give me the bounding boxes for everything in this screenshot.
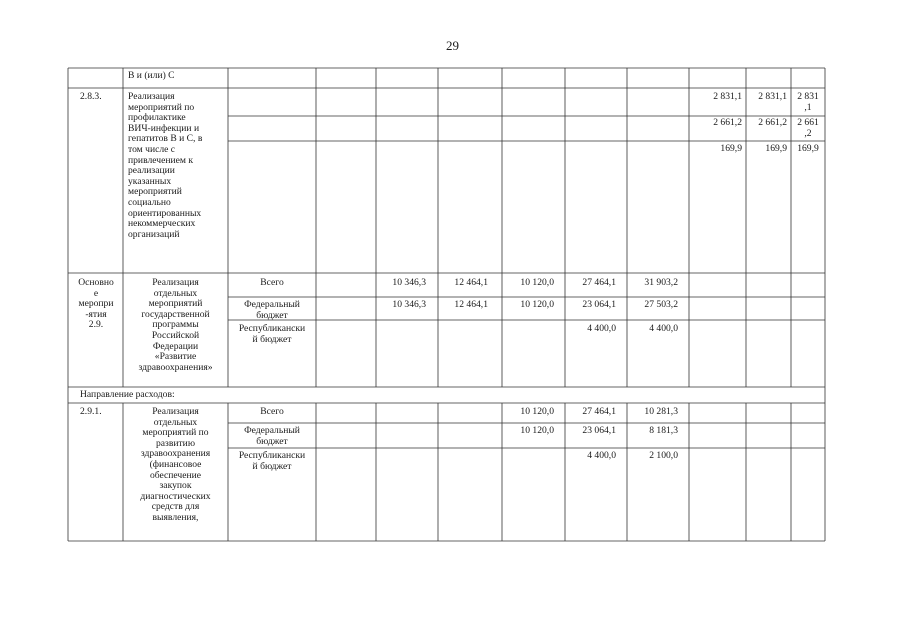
row-2-9-republic-col6: 4 400,0 <box>587 323 616 334</box>
row-2-8-3-number: 2.8.3. <box>80 91 102 102</box>
row-2-8-3-line2-col1: 2 661,2 <box>713 117 742 128</box>
row-2-9-1-federal-col5: 10 120,0 <box>520 425 554 436</box>
row-2-9-total-col7: 31 903,2 <box>644 277 678 288</box>
row-2-9-federal-col6: 23 064,1 <box>582 299 616 310</box>
row-2-9-name: Реализация отдельных мероприятий государственной программы Российской Федерации «Развитие здравоохранения» <box>138 277 213 373</box>
expense-direction-label: Направление расходов: <box>80 389 175 400</box>
row-2-9-1-total-col7: 10 281,3 <box>644 406 678 417</box>
row-2-8-3-line3-col3: 169,9 <box>797 143 819 154</box>
row-2-9-total-col6: 27 464,1 <box>582 277 616 288</box>
row-2-9-1-name: Реализация отдельных мероприятий по развитию здравоохранения (финансовое обеспечение закупок диагностических средств для выявления, <box>140 406 211 523</box>
row-2-9-1-federal-col7: 8 181,3 <box>649 425 678 436</box>
row-2-8-3-line1-col3: 2 831 ,1 <box>797 91 819 113</box>
row-2-8-3-name: Реализация мероприятий по профилактике ВИЧ-инфекции и гепатитов В и С, в том числе с привлечением к реализации указанных мероприятий социально ориентированных некоммерческих организаций <box>128 91 203 240</box>
page-number: 29 <box>446 38 459 53</box>
row-2-9-total-col3: 10 346,3 <box>392 277 426 288</box>
row-2-8-3-line1-col2: 2 831,1 <box>758 91 787 102</box>
row-2-9-1-source-federal: Федеральный бюджет <box>244 425 300 447</box>
row-2-9-number: Основно е меропри -ятия 2.9. <box>78 277 114 331</box>
row-2-9-1-republic-col7: 2 100,0 <box>649 450 678 461</box>
row-2-9-1-total-col5: 10 120,0 <box>520 406 554 417</box>
row-continuation-name: В и (или) С <box>128 70 175 81</box>
row-2-9-federal-col7: 27 503,2 <box>644 299 678 310</box>
row-2-9-republic-col7: 4 400,0 <box>649 323 678 334</box>
row-2-9-source-federal: Федеральный бюджет <box>244 299 300 321</box>
row-2-9-1-number: 2.9.1. <box>80 406 102 417</box>
row-2-8-3-line2-col3: 2 661 ,2 <box>797 117 819 139</box>
row-2-9-federal-col5: 10 120,0 <box>520 299 554 310</box>
row-2-9-federal-col3: 10 346,3 <box>392 299 426 310</box>
row-2-8-3-line1-col1: 2 831,1 <box>713 91 742 102</box>
row-2-9-total-col5: 10 120,0 <box>520 277 554 288</box>
row-2-9-1-source-total: Всего <box>260 406 284 417</box>
row-2-9-1-source-republic: Республикански й бюджет <box>238 450 306 472</box>
row-2-9-total-col4: 12 464,1 <box>454 277 488 288</box>
row-2-9-1-republic-col6: 4 400,0 <box>587 450 616 461</box>
row-2-8-3-line2-col2: 2 661,2 <box>758 117 787 128</box>
row-2-9-source-total: Всего <box>260 277 284 288</box>
row-2-9-source-republic: Республикански й бюджет <box>238 323 306 345</box>
row-2-8-3-line3-col1: 169,9 <box>720 143 742 154</box>
row-2-9-1-federal-col6: 23 064,1 <box>582 425 616 436</box>
row-2-8-3-line3-col2: 169,9 <box>765 143 787 154</box>
row-2-9-1-total-col6: 27 464,1 <box>582 406 616 417</box>
row-2-9-federal-col4: 12 464,1 <box>454 299 488 310</box>
